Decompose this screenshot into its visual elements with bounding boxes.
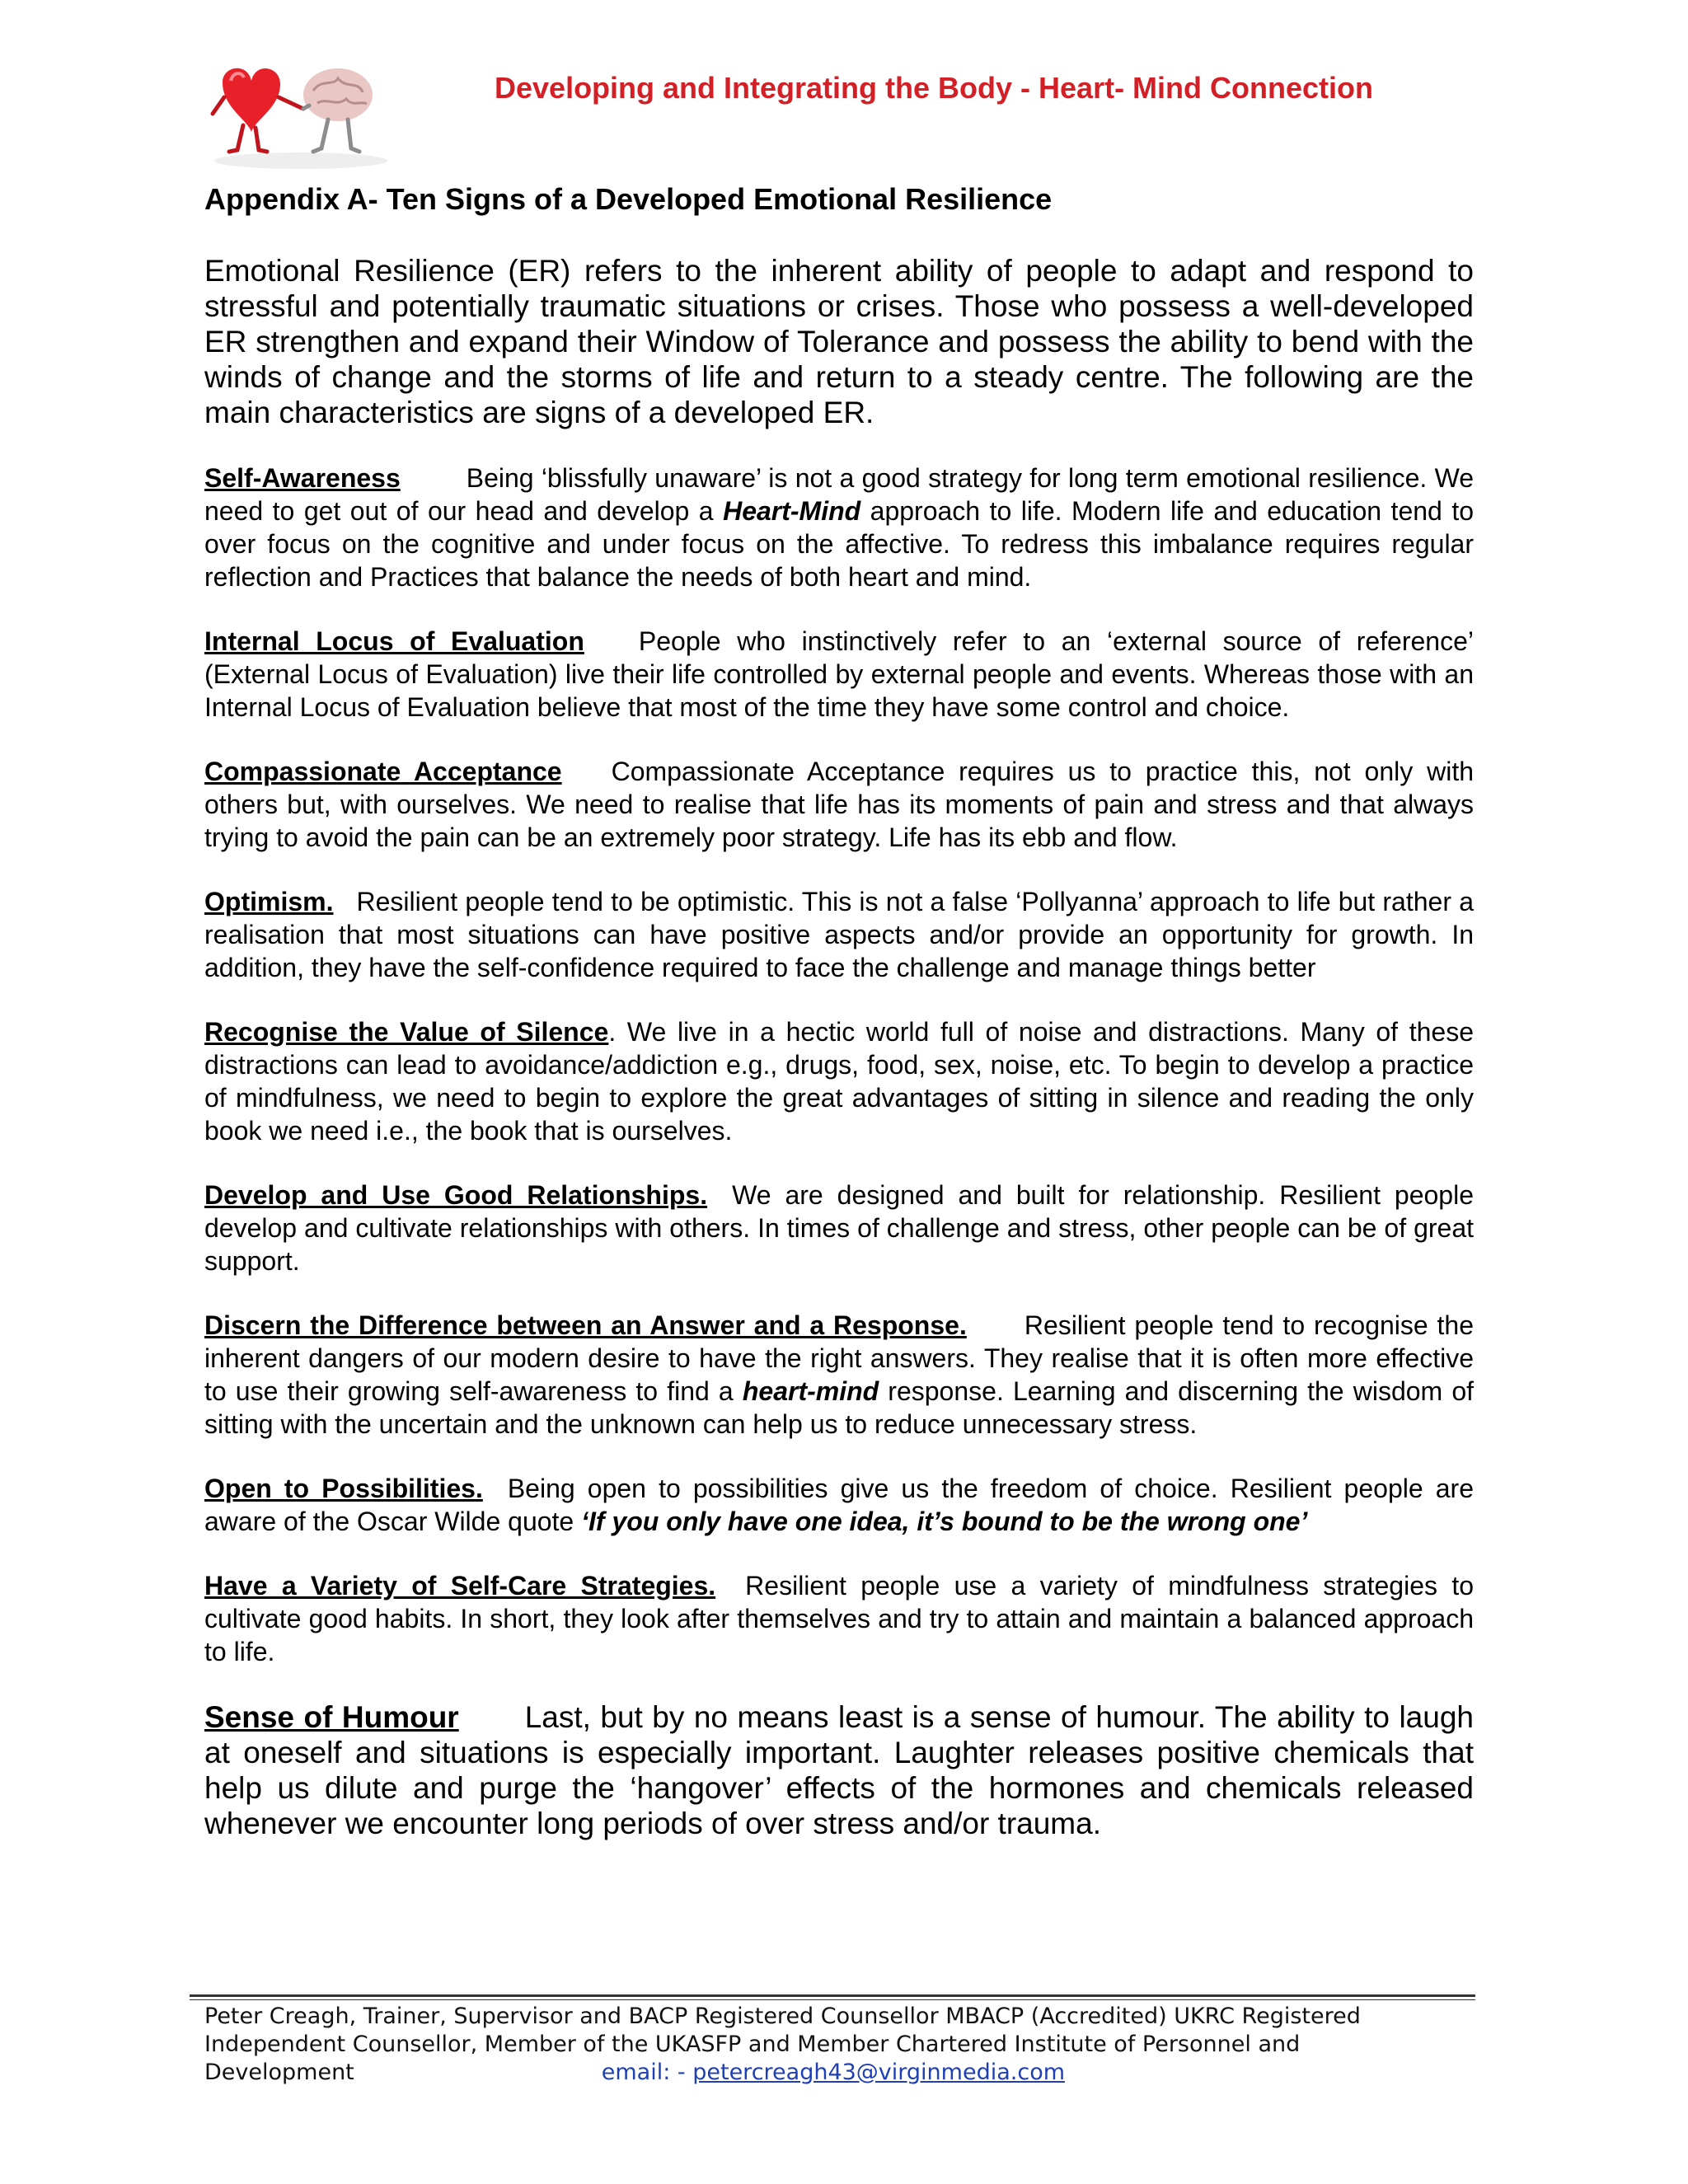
footer-line-text: Development [204,2060,354,2085]
section-heading: Develop and Use Good Relationships. [204,1180,708,1211]
section-heading: Recognise the Value of Silence [204,1017,609,1047]
appendix-title: Appendix A- Ten Signs of a Developed Emotional Resilience [204,182,1053,216]
section-text: People who instinctively refer to an ‘external source of reference’ (External Locus of Evaluation) live their life controlled by external people and events. Whereas those with an Internal Locus of Evaluation believe that most of the time they have some control and choice. [204,626,1475,723]
section-heading: Compassionate Acceptance [204,757,562,787]
section-heading: Optimism. [204,887,334,917]
footer [204,2003,1474,2087]
section-heading: Sense of Humour [204,1700,459,1735]
header-title: Developing and Integrating the Body - Heart- Mind Connection [495,71,1374,105]
footer-divider [190,1994,1475,2000]
section-text: Resilient people tend to be optimistic. This is not a false ‘Pollyanna’ approach to life but rather a realisation that most situations can have positive aspects and/or provide an opportunity for growth. In addition, they have the self-confidence required to face the challenge and manage things better [204,887,1474,983]
intro-paragraph: Emotional Resilience (ER) refers to the inherent ability of people to adapt and respond to stressful and potentially traumatic situations or crises. Those who possess a well-developed ER strengthen and expand their Window of Tolerance and possess the ability to bend with the winds of change and the storms of life and return to a steady centre. The following are the main characteristics are signs of a developed ER. [204,254,1474,430]
section-heading: Open to Possibilities. [204,1474,483,1504]
section-sense-of-humour [204,1699,1474,1841]
section-heading: Discern the Difference between an Answer and a Response. [204,1310,967,1341]
section-answer-response [204,1309,1474,1441]
section-open-to-possibilities [204,1472,1474,1538]
section-good-relationships [204,1179,1474,1277]
section-optimism [204,885,1474,984]
section-self-care-strategies [204,1569,1474,1668]
section-text: response. Learning and discerning the wisdom of sitting with the uncertain and the unknown can help us to reduce unnecessary stress. [204,1376,1475,1440]
document-body [204,181,1474,1841]
section-text: Last, but by no means least is a sense of humour. The ability to laugh at oneself and situations is especially important. Laughter releases positive chemicals that help us dilute and purge the ‘hangover’ effects of the hormones and chemicals released whenever we encounter long periods of over stress and/or trauma. [204,1700,1474,1841]
section-heading: Internal Locus of Evaluation [204,626,584,657]
section-value-of-silence [204,1015,1474,1147]
section-heading: Have a Variety of Self-Care Strategies. [204,1571,716,1601]
section-compassionate-acceptance [204,755,1474,854]
oscar-wilde-quote: ‘If you only have one idea, it’s bound to be the wrong one’ [581,1507,1308,1537]
section-text: Resilient people tend to recognise the inherent dangers of our modern desire to have the right answers. They realise that it is often more effective to use their growing self-awareness to find a [204,1310,1475,1407]
footer-line: Independent Counsellor, Member of the UKASFP and Member Chartered Institute of Personnel and [204,2032,1301,2057]
section-text: approach to life. Modern life and education tend to over focus on the cognitive and under focus on the affective. To redress this imbalance requires regular reflection and Practices that balance the needs of both heart and mind. [204,496,1475,593]
section-self-awareness [204,462,1474,593]
section-text: Being ‘blissfully unaware’ is not a good strategy for long term emotional resilience. We need to get out of our head and develop a [204,463,1474,527]
section-text: Compassionate Acceptance requires us to practice this, not only with others but, with ourselves. We need to realise that life has its moments of pain and stress and that always trying to avoid the pain can be an extremely poor strategy. Life has its ebb and flow. [204,757,1475,853]
section-emphasis: Heart-Mind [723,496,861,527]
footer-line: Peter Creagh, Trainer, Supervisor and BACP Registered Counsellor MBACP (Accredited) UKRC Registered [204,2004,1361,2029]
heart-brain-logo-icon [198,49,404,173]
section-text: We are designed and built for relationship. Resilient people develop and cultivate relationships with others. In times of challenge and stress, other people can be of great support. [204,1180,1475,1277]
section-emphasis: heart-mind [742,1376,879,1407]
section-text: . We live in a hectic world full of noise and distractions. Many of these distractions can lead to avoidance/addiction e.g., drugs, food, sex, noise, etc. To begin to develop a practice of mindfulness, we need to begin to explore the great advantages of sitting in silence and reading the only book we need i.e., the book that is ourselves. [204,1017,1475,1146]
email-link[interactable]: petercreagh43@virginmedia.com [692,2060,1066,2085]
section-text: Being open to possibilities give us the freedom of choice. Resilient people are aware of the Oscar Wilde quote [204,1474,1474,1537]
section-internal-locus [204,625,1474,724]
email-label: email: - [601,2060,693,2085]
section-heading: Self-Awareness [204,463,401,494]
footer-line-last [204,2059,1474,2087]
section-text: Resilient people use a variety of mindfulness strategies to cultivate good habits. In short, they look after themselves and try to attain and maintain a balanced approach to life. [204,1571,1475,1667]
